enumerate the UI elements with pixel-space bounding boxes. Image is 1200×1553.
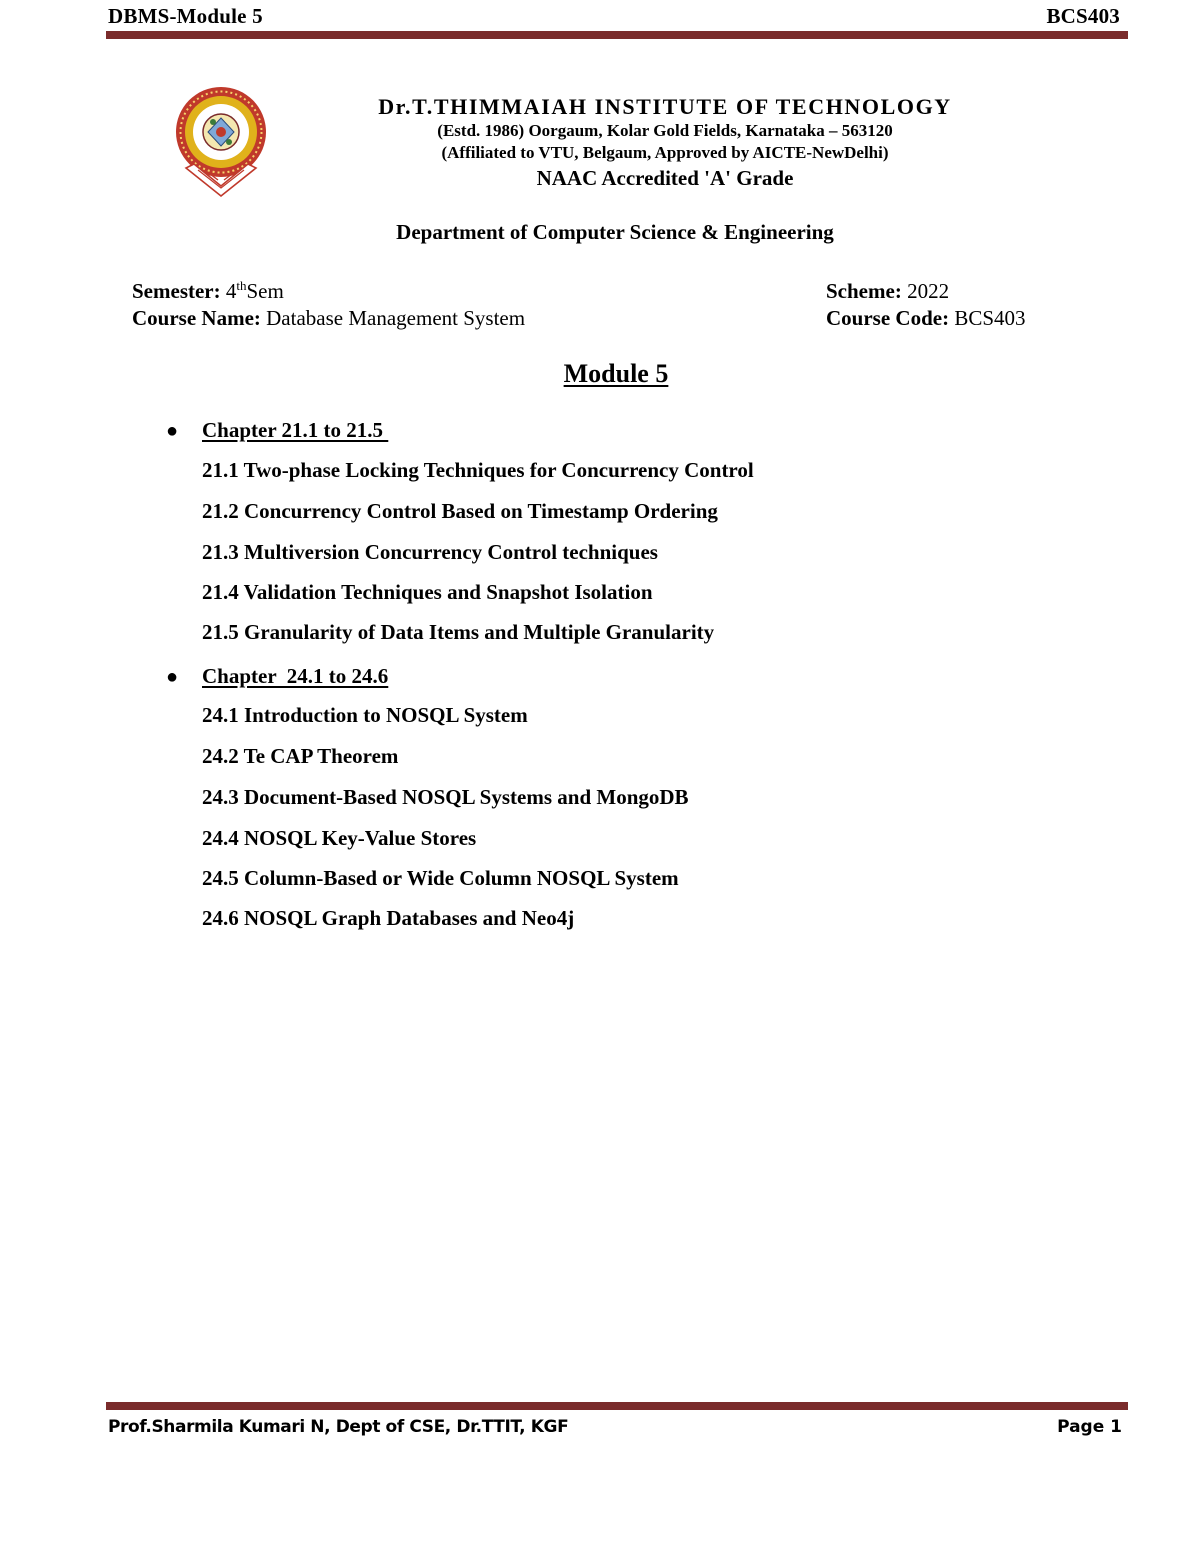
institute-address: (Estd. 1986) Oorgaum, Kolar Gold Fields, Karnataka – 563120 [437, 121, 893, 140]
course-code-value: BCS403 [954, 306, 1026, 330]
topic-item: 21.5 Granularity of Data Items and Multiple Granularity [202, 620, 715, 644]
course-name-label: Course Name: [132, 306, 261, 330]
module-title: Module 5 [563, 359, 669, 388]
scheme-info [826, 278, 949, 305]
topic-item: 24.3 Document-Based NOSQL Systems and MongoDB [202, 785, 689, 809]
chapter-heading: Chapter 21.1 to 21.5 [202, 418, 389, 442]
institute-affiliation: (Affiliated to VTU, Belgaum, Approved by AICTE-NewDelhi) [441, 143, 889, 162]
footer-page-number: Page 1 [1057, 1417, 1122, 1437]
bullet-icon: ● [166, 420, 179, 442]
header-doc-title: DBMS-Module 5 [108, 4, 263, 28]
scheme-value: 2022 [907, 279, 950, 303]
topic-item: 24.2 Te CAP Theorem [202, 744, 399, 768]
topic-item: 24.6 NOSQL Graph Databases and Neo4j [202, 906, 575, 930]
topic-item: 21.3 Multiversion Concurrency Control techniques [202, 540, 658, 564]
course-code-info [826, 305, 1026, 332]
semester-tail: Sem [246, 279, 284, 303]
header-rule [106, 31, 1128, 39]
semester-suffix: th [236, 278, 247, 293]
institute-logo-icon [168, 84, 274, 200]
topic-item: 24.5 Column-Based or Wide Column NOSQL System [202, 866, 679, 890]
course-name-info [132, 305, 525, 332]
course-name-value: Database Management System [266, 306, 526, 330]
institute-accreditation: NAAC Accredited 'A' Grade [536, 166, 794, 190]
topic-item: 24.4 NOSQL Key-Value Stores [202, 826, 477, 850]
semester-label: Semester: [132, 279, 221, 303]
topic-item: 21.2 Concurrency Control Based on Timestamp Ordering [202, 499, 718, 523]
semester-info [132, 278, 284, 305]
institute-name: Dr.T.THIMMAIAH INSTITUTE OF TECHNOLOGY [378, 94, 952, 119]
semester-number: 4 [225, 279, 237, 303]
topic-item: 21.4 Validation Techniques and Snapshot Isolation [202, 580, 653, 604]
topic-item: 21.1 Two-phase Locking Techniques for Concurrency Control [202, 458, 754, 482]
header-course-code: BCS403 [1046, 4, 1120, 28]
chapter-heading: Chapter 24.1 to 24.6 [202, 664, 389, 688]
scheme-label: Scheme: [826, 279, 902, 303]
topic-item: 24.1 Introduction to NOSQL System [202, 703, 528, 727]
course-code-label: Course Code: [826, 306, 950, 330]
department-title: Department of Computer Science & Engineering [396, 220, 834, 244]
footer-rule [106, 1402, 1128, 1410]
bullet-icon: ● [166, 666, 179, 688]
footer-author: Prof.Sharmila Kumari N, Dept of CSE, Dr.TTIT, KGF [108, 1417, 569, 1437]
